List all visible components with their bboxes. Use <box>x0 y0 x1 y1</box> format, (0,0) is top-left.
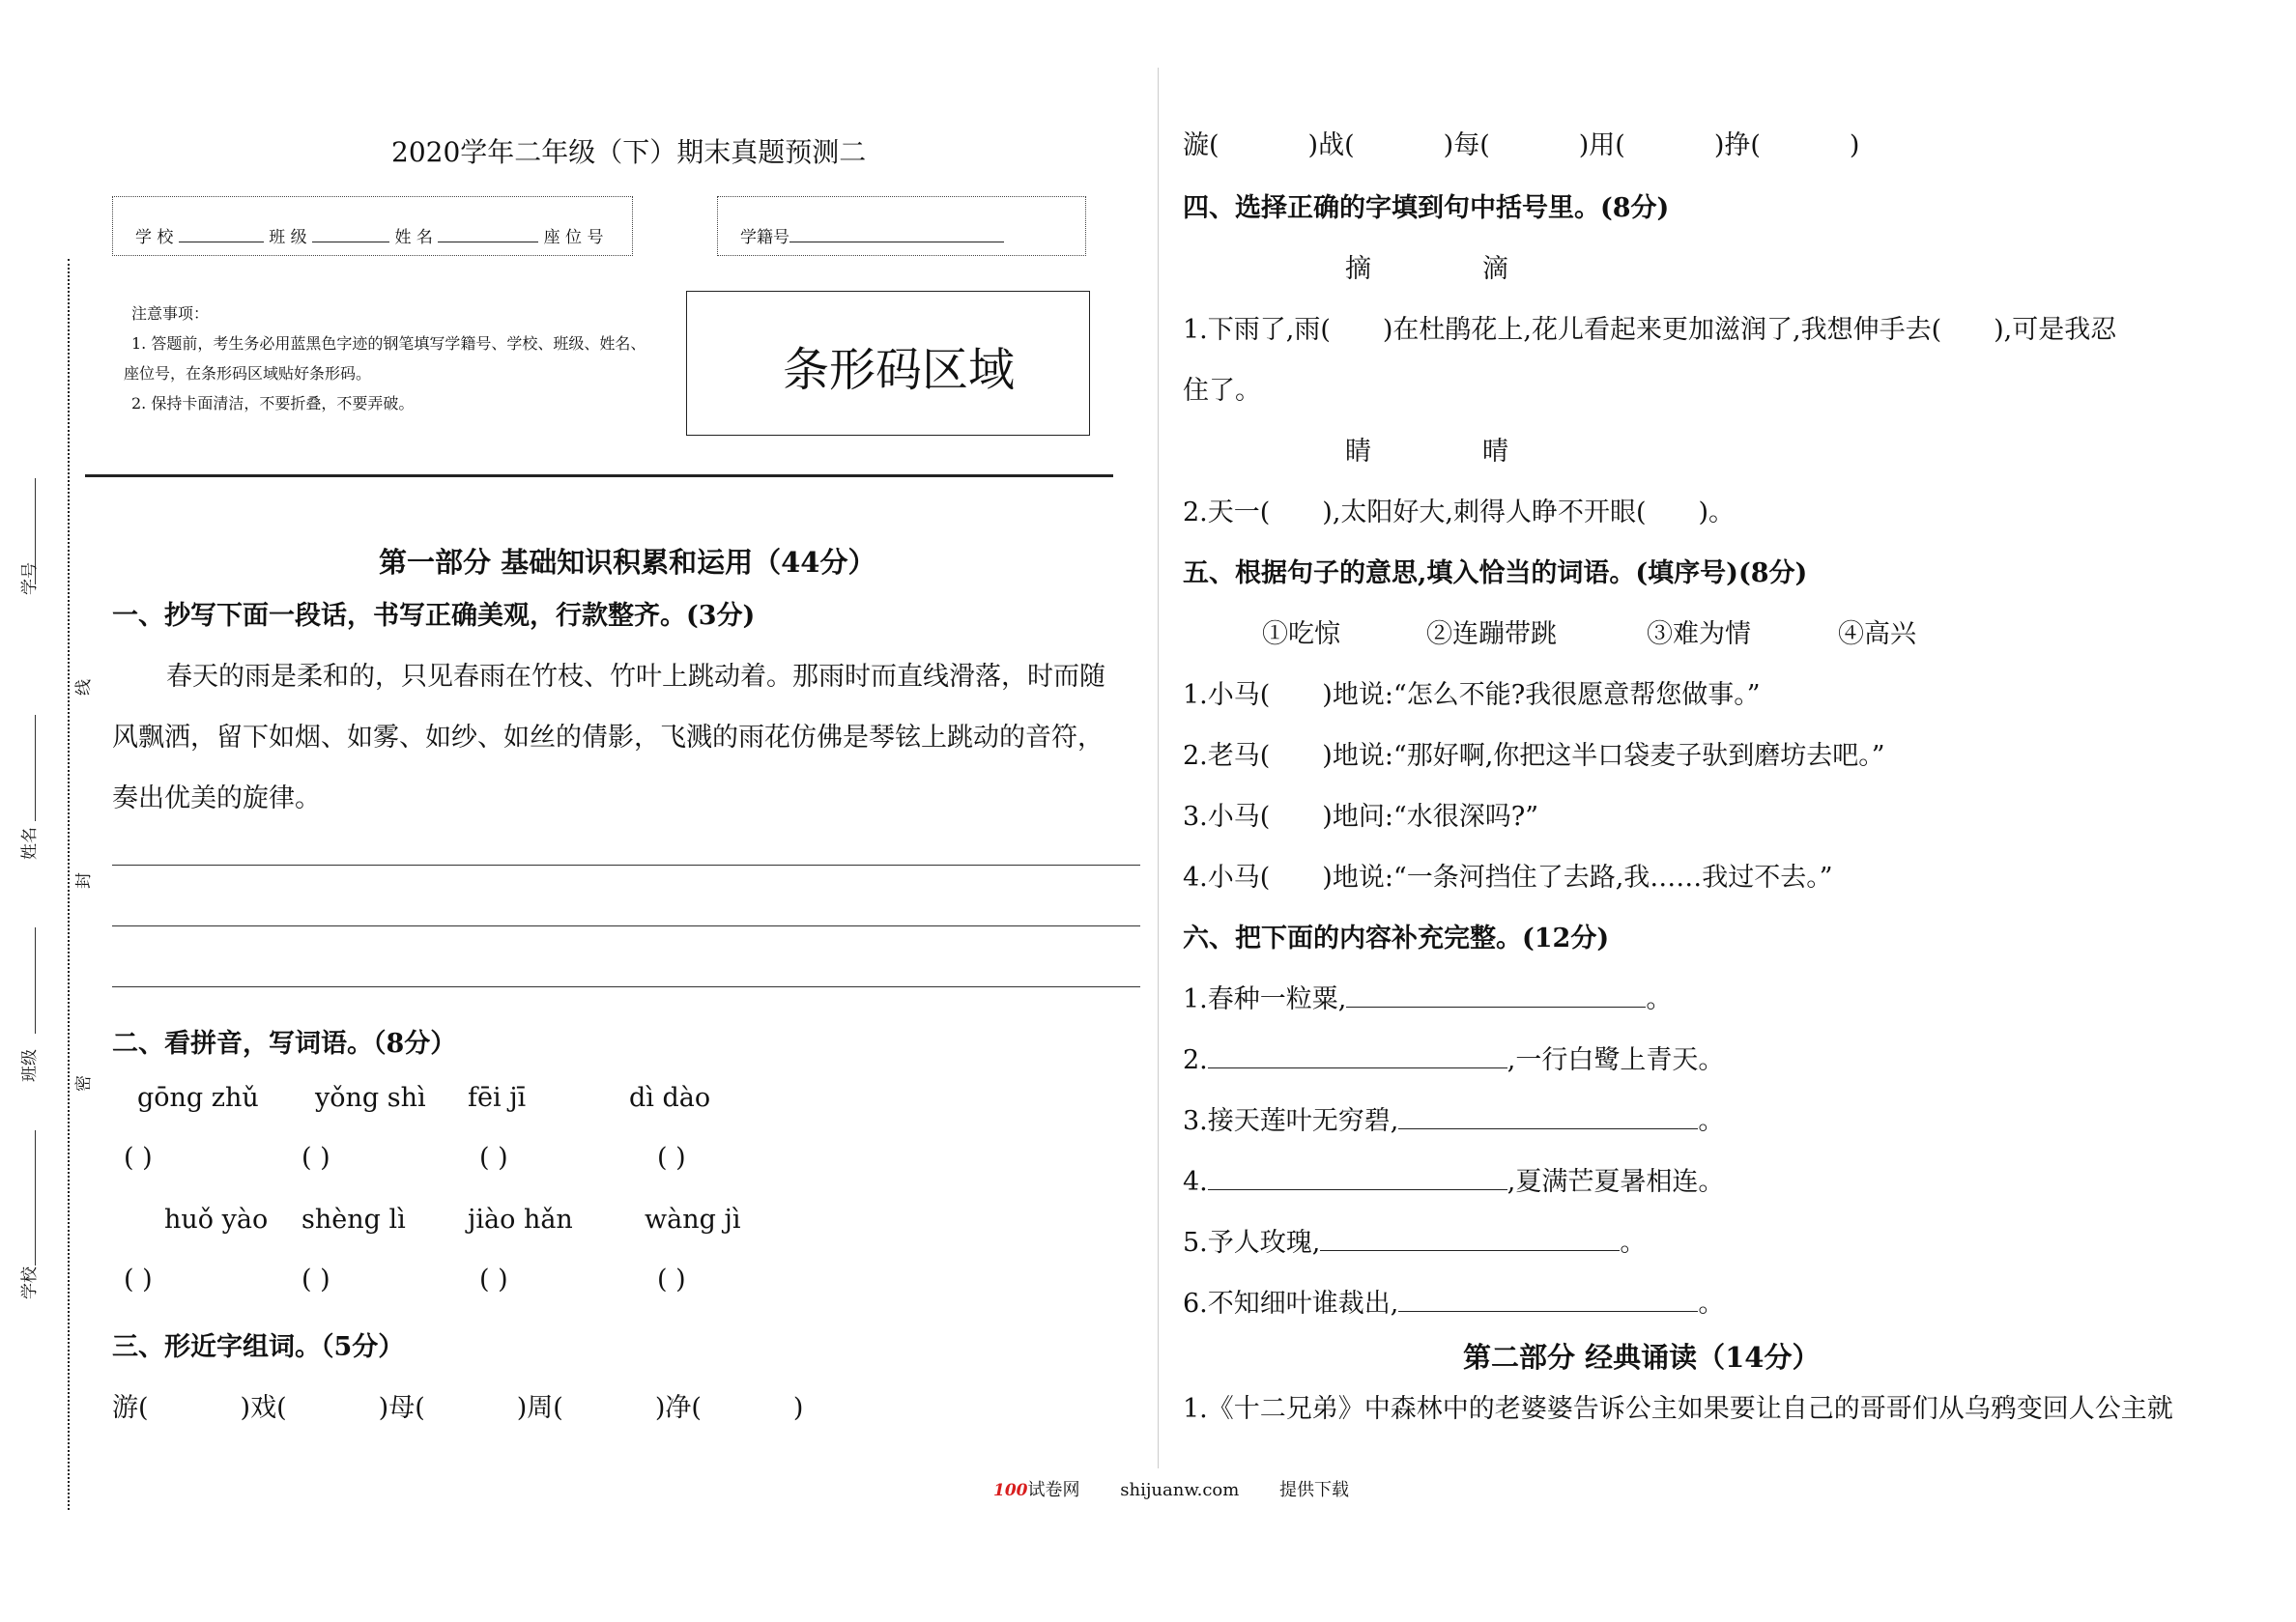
pinyin-answer-7[interactable]: ( ) <box>479 1265 508 1295</box>
q6-blank-3[interactable] <box>1398 1107 1698 1129</box>
q3-row-a: 游( )戏( )母( )周( )净( ) <box>112 1393 804 1423</box>
footer-provide: 提供下载 <box>1279 1480 1350 1500</box>
q5-option-3: ③难为情 <box>1647 619 1751 649</box>
pinyin-4: dì dào <box>629 1083 711 1113</box>
q6-item-2: 2. ,一行白鹭上青天。 <box>1183 1045 1725 1075</box>
q4-sentence-1b: 住了。 <box>1183 376 1261 406</box>
pinyin-answer-4[interactable]: ( ) <box>657 1143 686 1173</box>
notice-heading: 注意事项： <box>131 304 210 323</box>
q5-sentence-3: 3.小马( )地问:“水很深吗?” <box>1183 802 1539 832</box>
char-a-1: 游 <box>112 1393 138 1423</box>
q4-sentence-2: 2.天一( ),太阳好大,刺得人睁不开眼( )。 <box>1183 498 1736 527</box>
q6-blank-6[interactable] <box>1398 1290 1698 1312</box>
q1-heading: 一、抄写下面一段话，书写正确美观，行款整齐。(3分) <box>112 601 756 631</box>
q2-heading: 二、看拼音，写词语。（8分） <box>112 1029 457 1059</box>
side-label-xuexiao: 学校 <box>20 1266 40 1299</box>
seat-label: 座 位 号 <box>543 228 604 247</box>
q6-blank-4[interactable] <box>1208 1168 1507 1190</box>
q1-passage-line1: 春天的雨是柔和的，只见春雨在竹枝、竹叶上跳动着。那雨时而直线滑落，时而随 <box>166 662 1105 692</box>
q6-item-1: 1.春种一粒粟, 。 <box>1183 984 1673 1014</box>
class-input[interactable] <box>312 220 389 242</box>
page-title: 2020学年二年级（下）期末真题预测二 <box>391 136 867 168</box>
pinyin-7: jiào hǎn <box>468 1205 573 1235</box>
notice-line-2: 座位号，在条形码区域贴好条形码。 <box>124 364 372 383</box>
pinyin-answer-5[interactable]: ( ) <box>124 1265 153 1295</box>
q6-item-3: 3.接天莲叶无穷碧, 。 <box>1183 1106 1725 1136</box>
pinyin-answer-6[interactable]: ( ) <box>301 1265 330 1295</box>
notice-line-3: 2. 保持卡面清洁，不要折叠，不要弄破。 <box>131 394 415 413</box>
side-label-banji: 班级 <box>20 1049 40 1082</box>
q5-option-2: ②连蹦带跳 <box>1426 619 1557 649</box>
name-label: 姓 名 <box>394 228 433 247</box>
info-fields <box>135 220 603 247</box>
char-b-5: 挣 <box>1724 130 1751 160</box>
side-mark-feng: 封 <box>74 872 94 889</box>
pinyin-2: yǒng shì <box>315 1083 426 1113</box>
q1-passage-line2: 风飘洒，留下如烟、如雾、如纱、如丝的倩影，飞溅的雨花仿佛是琴铉上跳动的音符， <box>112 723 1104 753</box>
q4-sentence-1: 1.下雨了,雨( )在杜鹃花上,花儿看起来更加滋润了,我想伸手去( ),可是我忍 <box>1183 315 2117 345</box>
char-a-5: 净 <box>665 1393 692 1423</box>
footer-url[interactable]: shijuanw.com <box>1120 1480 1240 1500</box>
footer <box>993 1476 1349 1501</box>
q5-heading: 五、根据句子的意思,填入恰当的词语。(填序号)(8分) <box>1183 558 1808 588</box>
q6-item-5: 5.予人玫瑰, 。 <box>1183 1228 1647 1258</box>
side-underline-xuexiao <box>35 1130 36 1266</box>
notice-line-1: 1. 答题前，考生务必用蓝黑色字迹的钢笔填写学籍号、学校、班级、姓名、 <box>131 334 646 353</box>
q4-choice-2: 滴 <box>1482 254 1508 284</box>
q1-passage-line3: 奏出优美的旋律。 <box>112 783 321 813</box>
pinyin-answer-1[interactable]: ( ) <box>124 1143 153 1173</box>
q5-option-4: ④高兴 <box>1838 619 1916 649</box>
q6-blank-1[interactable] <box>1346 985 1646 1008</box>
school-label: 学 校 <box>135 228 174 247</box>
column-divider <box>1158 68 1159 1468</box>
q5-option-1: ①吃惊 <box>1262 619 1340 649</box>
q4-heading: 四、选择正确的字填到句中括号里。(8分) <box>1183 193 1670 223</box>
char-b-1: 漩 <box>1183 130 1209 160</box>
school-input[interactable] <box>179 220 264 242</box>
side-underline-xingming <box>35 715 36 821</box>
header-separator <box>85 474 1113 477</box>
side-mark-mi: 密 <box>74 1075 94 1092</box>
pinyin-5: huǒ yào <box>164 1205 269 1235</box>
pinyin-answer-2[interactable]: ( ) <box>301 1143 330 1173</box>
q5-sentence-1: 1.小马( )地说:“怎么不能?我很愿意帮您做事。” <box>1183 680 1761 710</box>
pinyin-answer-3[interactable]: ( ) <box>479 1143 508 1173</box>
side-label-xingming: 姓名 <box>20 827 40 860</box>
q1-writing-line-3[interactable] <box>112 986 1140 987</box>
id-input[interactable] <box>789 220 1004 242</box>
q6-item-6: 6.不知细叶谁裁出, 。 <box>1183 1289 1725 1319</box>
char-a-2: 戏 <box>250 1393 277 1423</box>
part1-title: 第一部分 基础知识积累和运用（44分） <box>379 546 876 579</box>
pinyin-3: fēi jī <box>468 1083 527 1113</box>
q3-heading: 三、形近字组词。（5分） <box>112 1332 405 1362</box>
q4-choice-3: 睛 <box>1345 437 1371 467</box>
char-a-3: 母 <box>388 1393 416 1423</box>
barcode-label: 条形码区域 <box>783 343 1016 397</box>
side-label-xuehao: 学号 <box>20 562 40 595</box>
q4-choice-1: 摘 <box>1345 254 1371 284</box>
footer-logo: 100 <box>993 1481 1028 1500</box>
pinyin-8: wàng jì <box>645 1205 741 1235</box>
q1-writing-line-2[interactable] <box>112 925 1140 926</box>
part2-title: 第二部分 经典诵读（14分） <box>1463 1341 1821 1374</box>
q6-blank-5[interactable] <box>1320 1229 1620 1251</box>
side-underline-banji <box>35 927 36 1034</box>
name-input[interactable] <box>438 220 538 242</box>
q1-writing-line-1[interactable] <box>112 865 1140 866</box>
id-field <box>740 220 1004 247</box>
q5-sentence-2: 2.老马( )地说:“那好啊,你把这半口袋麦子驮到磨坊去吧。” <box>1183 741 1885 771</box>
q6-item-4: 4. ,夏满芒夏暑相连。 <box>1183 1167 1725 1197</box>
char-a-4: 周 <box>527 1393 554 1423</box>
id-label: 学籍号 <box>740 228 789 247</box>
q4-choice-4: 晴 <box>1482 437 1508 467</box>
q6-heading: 六、把下面的内容补充完整。(12分) <box>1183 924 1610 953</box>
pinyin-1: gōng zhǔ <box>137 1083 259 1113</box>
footer-site-name: 试卷网 <box>1027 1480 1080 1500</box>
pinyin-6: shèng lì <box>301 1205 406 1235</box>
part2-sentence-1: 1.《十二兄弟》中森林中的老婆婆告诉公主如果要让自己的哥哥们从乌鸦变回人公主就 <box>1183 1394 2173 1424</box>
char-b-4: 用 <box>1589 130 1616 160</box>
q6-blank-2[interactable] <box>1208 1046 1507 1068</box>
pinyin-answer-8[interactable]: ( ) <box>657 1265 686 1295</box>
q5-sentence-4: 4.小马( )地说:“一条河挡住了去路,我……我过不去。” <box>1183 863 1833 893</box>
class-label: 班 级 <box>269 228 307 247</box>
char-b-2: 战 <box>1318 130 1345 160</box>
q3-row-b: 漩( )战( )每( )用( )挣( ) <box>1183 130 1860 160</box>
char-b-3: 每 <box>1453 130 1480 160</box>
side-mark-xian: 线 <box>74 679 94 696</box>
